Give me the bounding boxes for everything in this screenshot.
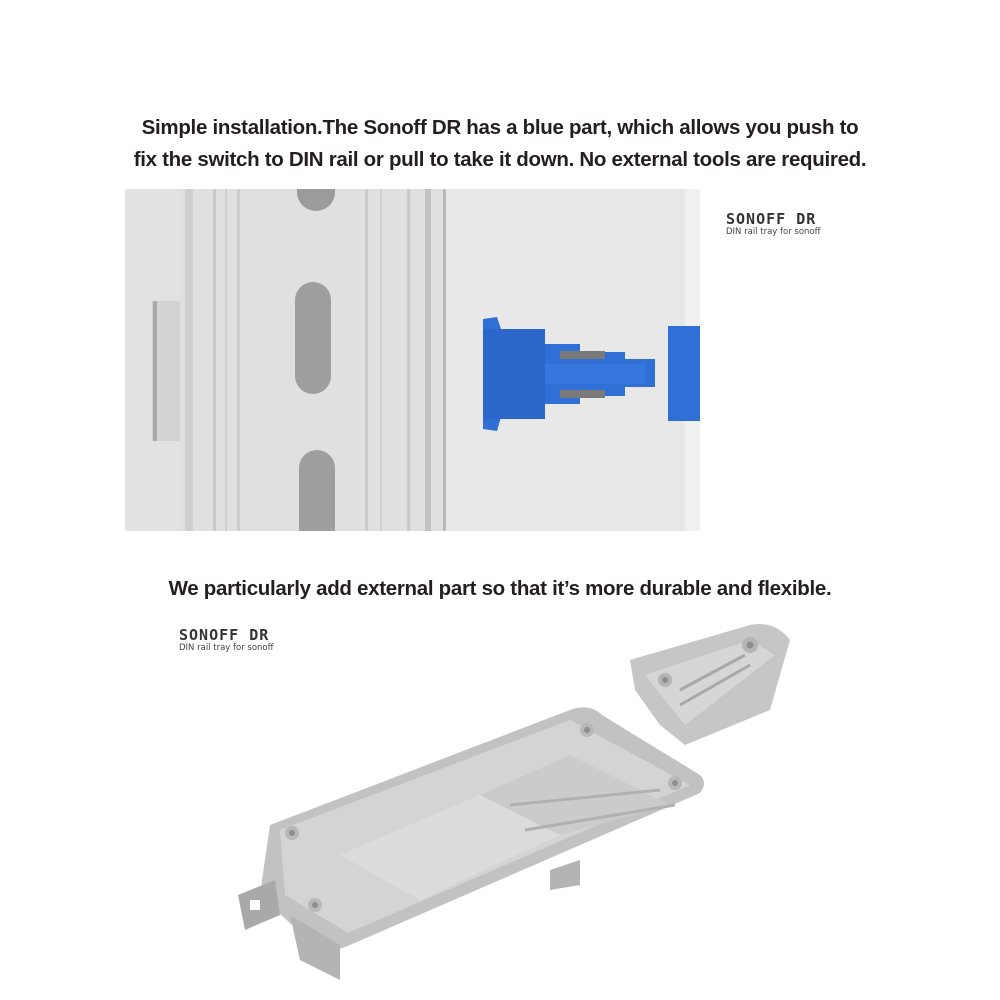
tray-photo: [230, 615, 800, 985]
installation-caption: [0, 112, 1000, 176]
tray-illustration: [230, 615, 800, 985]
caption-line-2: fix the switch to DIN rail or pull to take it down. No external tools are required.: [133, 148, 867, 171]
brand-subtitle: DIN rail tray for sonoff: [726, 227, 821, 237]
brand-title: SONOFF DR: [179, 626, 270, 644]
caption-line-1: Simple installation.The Sonoff DR has a blue part, which allows you push to: [141, 116, 859, 139]
din-rail-illustration: [125, 189, 700, 531]
brand-title: SONOFF DR: [726, 210, 817, 228]
brand-subtitle: DIN rail tray for sonoff: [179, 643, 274, 653]
brand-label-top: [726, 212, 820, 237]
din-rail-photo: [125, 189, 700, 531]
external-part-caption: We particularly add external part so that it’s more durable and flexible.: [168, 577, 832, 600]
